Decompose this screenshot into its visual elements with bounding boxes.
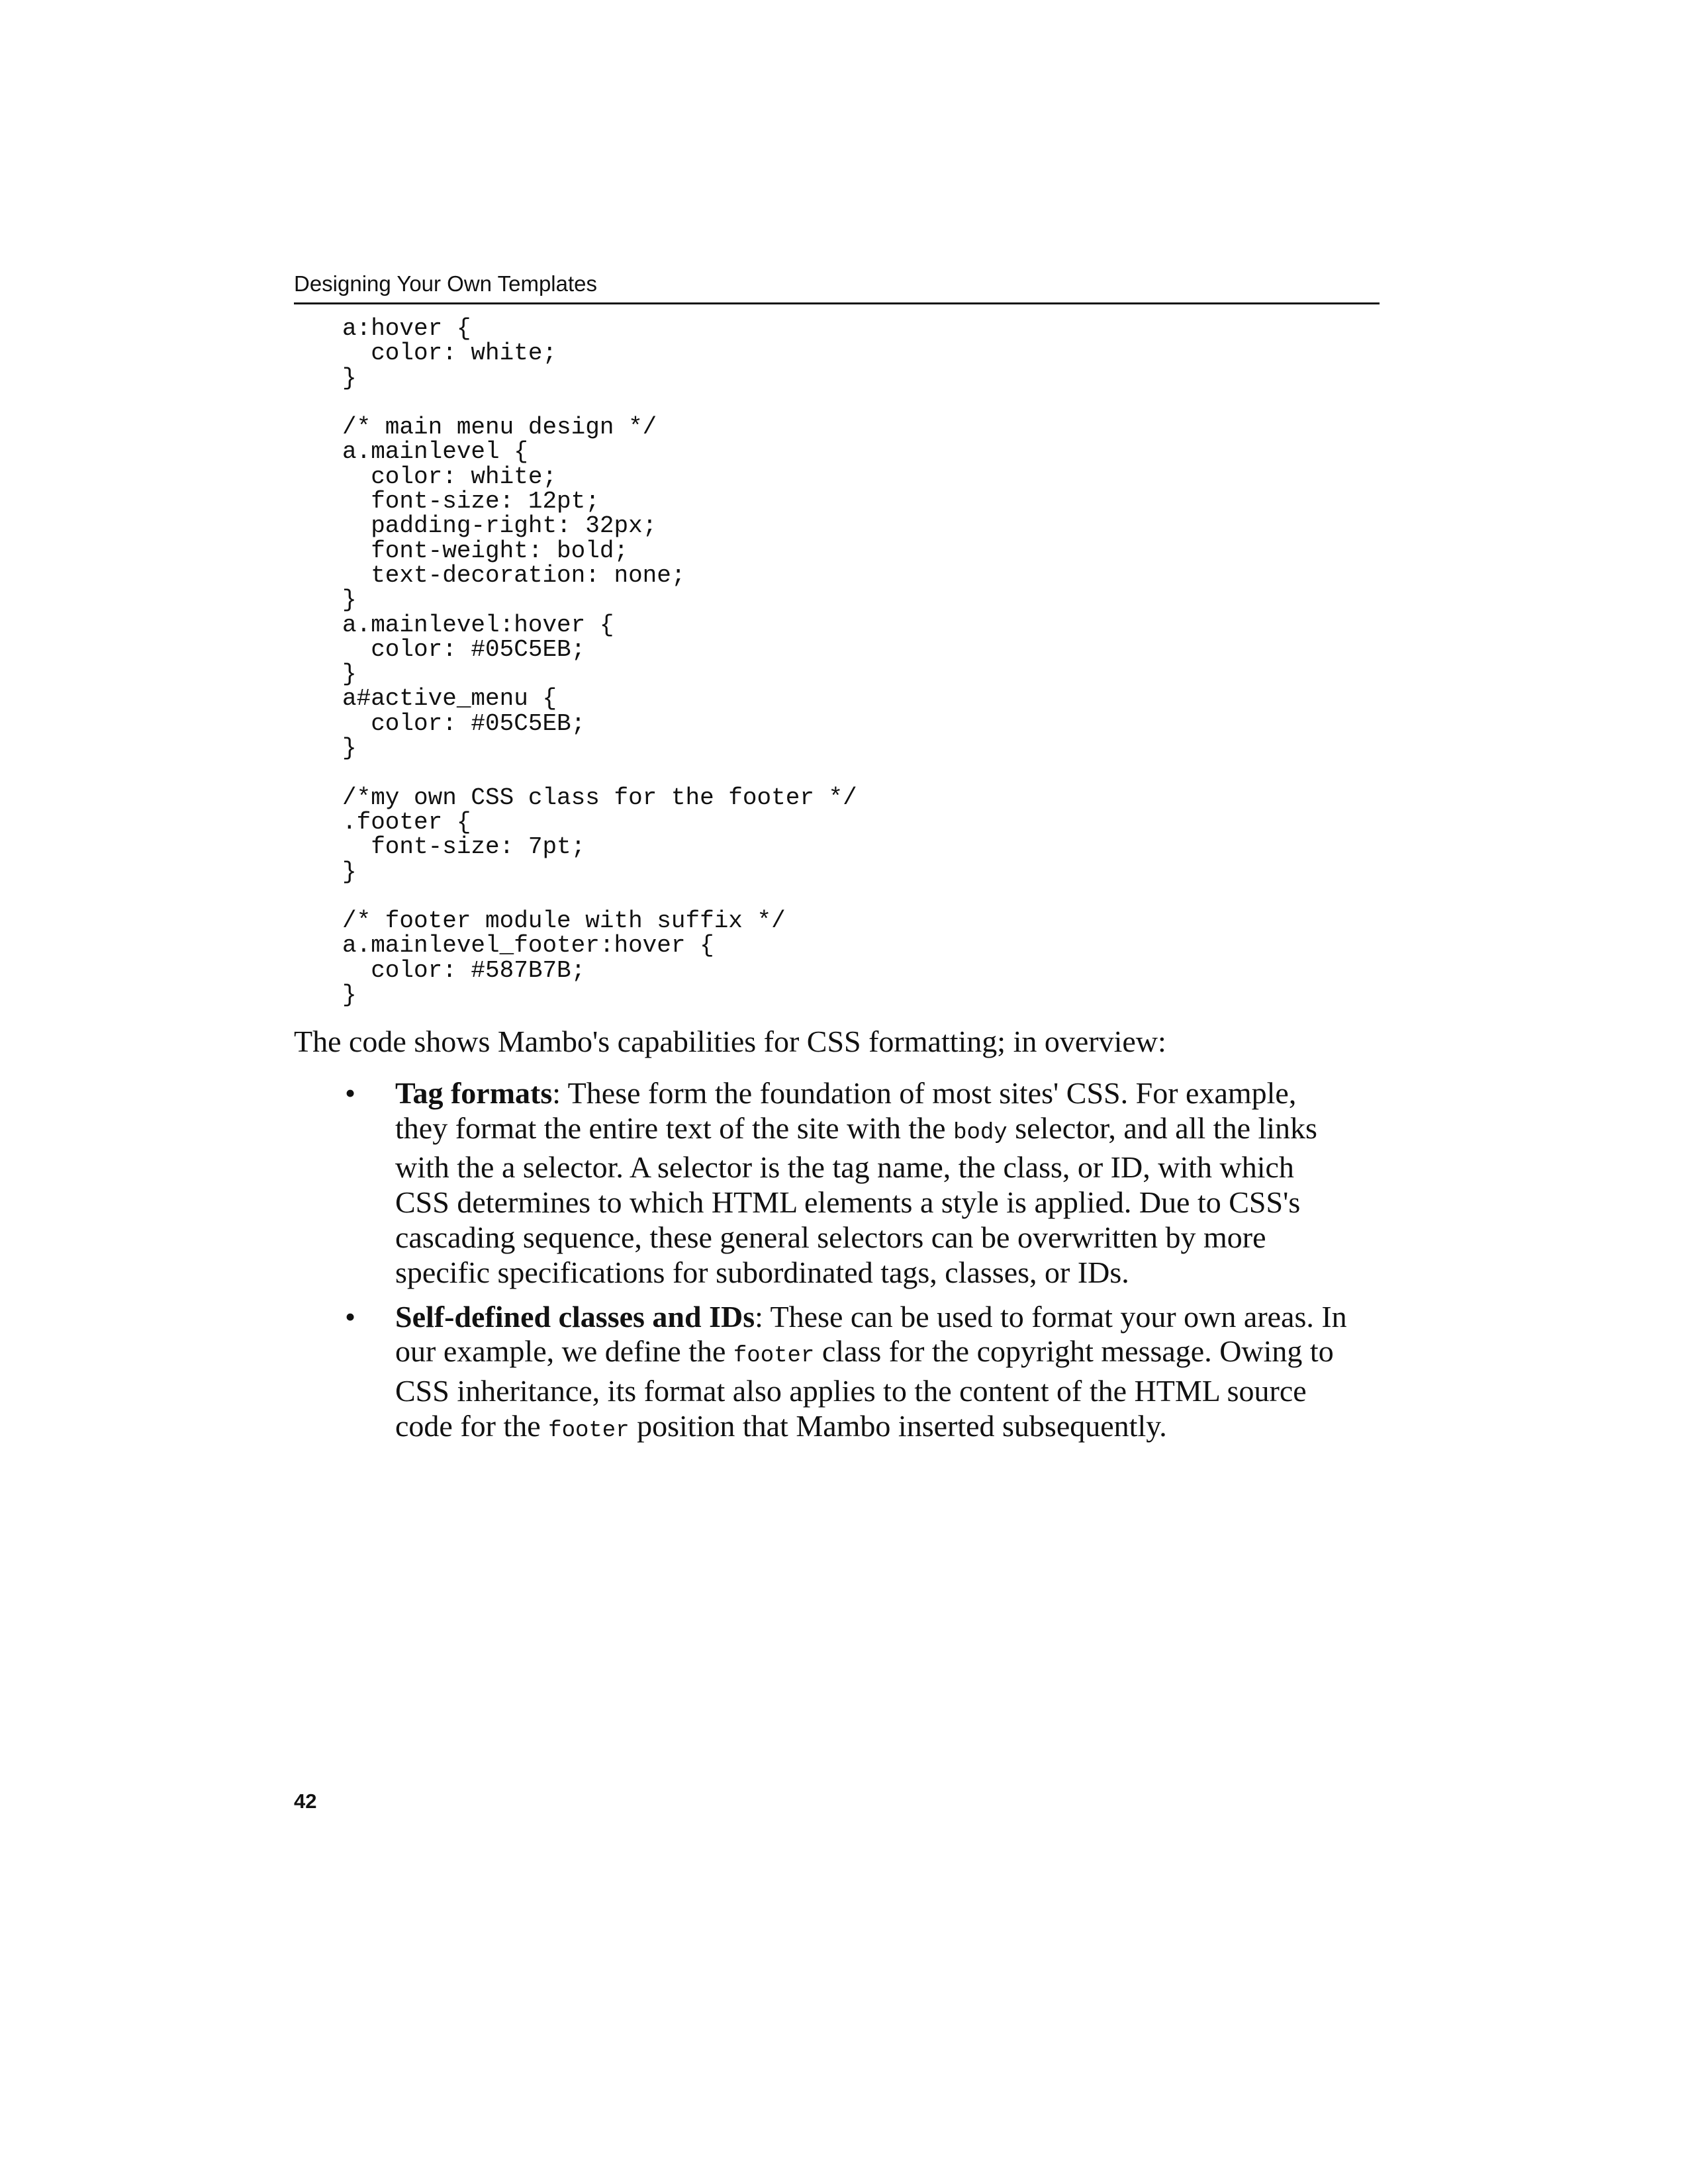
running-head: Designing Your Own Templates — [294, 271, 598, 296]
text-line — [395, 1409, 1322, 1449]
bullet-icon: • — [345, 1299, 356, 1334]
text-line — [395, 1076, 1322, 1111]
text-span: our example, we define the — [395, 1334, 733, 1369]
text-line — [395, 1111, 1322, 1151]
text-span: they format the entire text of the site with the — [395, 1111, 954, 1145]
text-line: CSS inheritance, its format also applies to the content of the HTML source — [395, 1374, 1307, 1408]
list-item-self-defined-classes — [294, 1300, 1380, 1449]
inline-code-footer: footer — [548, 1418, 630, 1443]
list-item-text — [395, 1076, 1322, 1291]
text-span: selector, and all the links — [1007, 1111, 1317, 1145]
page-header — [294, 268, 1380, 304]
bullet-list — [294, 1076, 1380, 1449]
body-text — [294, 1024, 1380, 1458]
text-line — [395, 1299, 1347, 1335]
list-item-text — [395, 1299, 1347, 1449]
bullet-icon: • — [345, 1075, 356, 1110]
text-line: with the a selector. A selector is the tag name, the class, or ID, with which — [395, 1150, 1294, 1185]
text-line: CSS determines to which HTML elements a style is applied. Due to CSS's — [395, 1185, 1301, 1220]
inline-code-footer: footer — [733, 1343, 815, 1369]
text-span: code for the — [395, 1408, 549, 1443]
page-number: 42 — [294, 1790, 317, 1813]
term-self-defined-classes: Self-defined classes and IDs — [395, 1299, 755, 1334]
term-tag-formats: Tag formats — [395, 1075, 553, 1110]
text-line — [395, 1334, 1334, 1374]
intro-paragraph: The code shows Mambo's capabilities for CSS formatting; in overview: — [294, 1024, 1166, 1058]
list-item-tag-formats — [294, 1076, 1380, 1291]
text-span: These form the foundation of most sites' CSS. For example, — [561, 1075, 1297, 1110]
code-listing: a:hover { color: white; } /* main menu design */ a.mainlevel { color: white; font-size: 12pt; padding-right: 32px; font-weight: bold; text-decoration: none; } a.mainlevel:hover { color: #05C5EB; } a#active_menu { color: #05C5EB; } /*my own CSS class for the footer */ .footer { font-size: 7pt; } /* footer module with suffix */ a.mainlevel_footer:hover { color: #587B7B; } — [342, 315, 857, 1009]
text-span: position that Mambo inserted subsequently. — [629, 1408, 1167, 1443]
text-span: These can be used to format your own areas. In — [763, 1299, 1347, 1334]
text-line: cascading sequence, these general selectors can be overwritten by more — [395, 1220, 1266, 1254]
term-separator: : — [755, 1299, 763, 1334]
text-span: class for the copyright message. Owing to — [814, 1334, 1334, 1369]
term-separator: : — [552, 1075, 561, 1110]
inline-code-body: body — [953, 1120, 1008, 1146]
text-line: specific specifications for subordinated tags, classes, or IDs. — [395, 1255, 1129, 1289]
